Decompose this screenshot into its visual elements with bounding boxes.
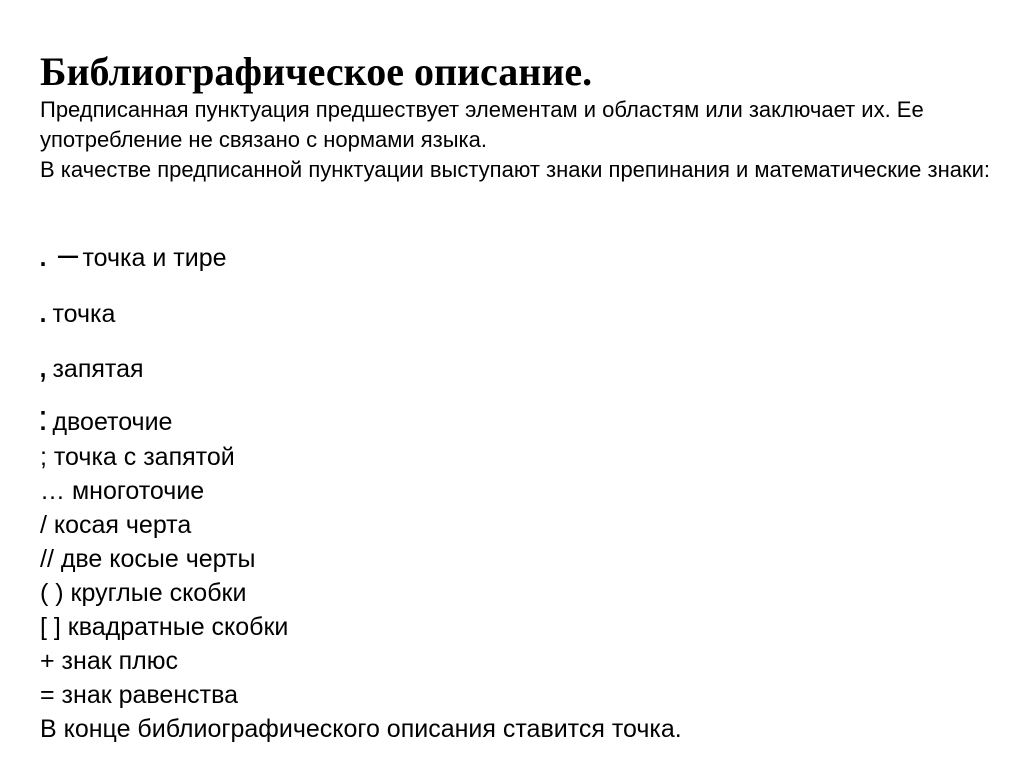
- list-item-round-brackets: ( ) круглые скобки: [40, 579, 247, 607]
- list-item-double-slash: // две косые черты: [40, 545, 256, 573]
- list-item-ellipsis: … многоточие: [40, 477, 205, 505]
- intro-paragraph-2: В качестве предписанной пунктуации выступают знаки препинания и математические знаки:: [40, 157, 991, 182]
- list-item-period: [38, 290, 115, 330]
- list-item-plus: + знак плюс: [40, 647, 178, 675]
- intro-text: [40, 95, 1000, 185]
- punctuation-label: двоеточие: [52, 408, 173, 436]
- list-item-comma: [38, 345, 144, 385]
- intro-paragraph-1: Предписанная пунктуация предшествует элементам и областям или заключает их. Ее употребление не связано с нормами языка.: [40, 97, 924, 152]
- punctuation-label: точка: [52, 300, 116, 328]
- slide-title: Библиографическое описание.: [40, 49, 593, 94]
- punctuation-label: запятая: [52, 355, 144, 383]
- punctuation-symbol: ,: [38, 344, 49, 385]
- list-item-period-dash: [38, 234, 227, 274]
- punctuation-list: [40, 440, 682, 746]
- list-item-equals: = знак равенства: [40, 681, 238, 709]
- list-item-square-brackets: [ ] квадратные скобки: [40, 613, 289, 641]
- punctuation-symbol: . –: [38, 233, 79, 274]
- punctuation-label: точка и тире: [82, 244, 227, 272]
- list-item-semicolon: ; точка с запятой: [40, 443, 235, 471]
- closing-note: В конце библиографического описания ставится точка.: [40, 715, 682, 743]
- punctuation-symbol: .: [38, 289, 49, 330]
- list-item-slash: / косая черта: [40, 511, 192, 539]
- punctuation-symbol: :: [38, 397, 49, 438]
- list-item-colon: [38, 398, 172, 438]
